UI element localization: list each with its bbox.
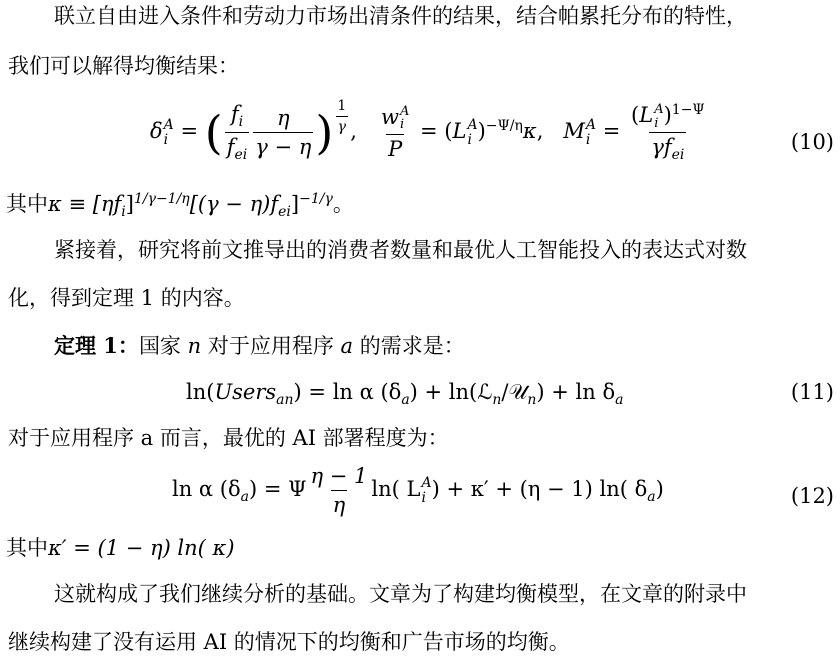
equation-12-body: ln α $(\delta_a) = \Psi$ $\frac{\eta - 1}{\eta}$ ln( L A i ) + κ′ + (η − 1) ln( $\delta_a$) bbox=[172, 464, 664, 517]
equation-12 bbox=[0, 462, 840, 532]
equation-11-number: (11) bbox=[790, 380, 834, 404]
paragraph-3-line-1: 这就构成了我们继续分析的基础。文章为了构建均衡模型，在文章的附录中 bbox=[54, 582, 747, 606]
ai-deployment-line: 对于应用程序 a 而言，最优的 AI 部署程度为： bbox=[8, 426, 449, 450]
theorem-label: 定理 1： bbox=[54, 333, 139, 358]
equation-10 bbox=[0, 100, 840, 180]
paragraph-1-line-1: 联立自由进入条件和劳动力市场出清条件的结果，结合帕累托分布的特性， bbox=[54, 4, 747, 28]
paragraph-2-line-1: 紧接着，研究将前文推导出的消费者数量和最优人工智能投入的表达式对数 bbox=[54, 238, 747, 262]
equation-10-body: δ A i = ( $\frac{f_i}{f_{ei}}$ $\frac{\eta}{\gamma - \eta}$ ) $\frac{1}{\gamma}$ , w A i P = (L A i )$^{-\Psi/\eta}$κ, M A i = (L A i )$^{1-\Psi}$ $\gamma f_{ei}$ bbox=[150, 98, 705, 164]
paragraph-1-line-2: 我们可以解得均衡结果： bbox=[8, 54, 239, 78]
theorem-1: 定理 1：国家 n 对于应用程序 a 的需求是： bbox=[54, 333, 465, 358]
equation-10-number: (10) bbox=[790, 130, 834, 154]
equation-11 bbox=[0, 374, 840, 414]
equation-11-body: ln(Users$_{an}$) = ln α $(\delta_a)$ + ln(ℒ$_n$/𝒰$_n$) + $\ln \delta_a$ bbox=[186, 380, 624, 409]
kappa-definition: 其中$\kappa \equiv [\eta f_i]^{1/\gamma-1/\eta}[(\gamma - \eta)f_{ei}]^{-1/\gamma}$。 bbox=[6, 191, 354, 221]
paragraph-2-line-2: 化，得到定理 1 的内容。 bbox=[8, 286, 245, 310]
equation-12-number: (12) bbox=[790, 484, 834, 508]
kappa-prime-definition: 其中κ′ = (1 − η) ln( κ) bbox=[6, 536, 235, 560]
paragraph-3-line-2: 继续构建了没有运用 AI 的情况下的均衡和广告市场的均衡。 bbox=[8, 630, 570, 654]
